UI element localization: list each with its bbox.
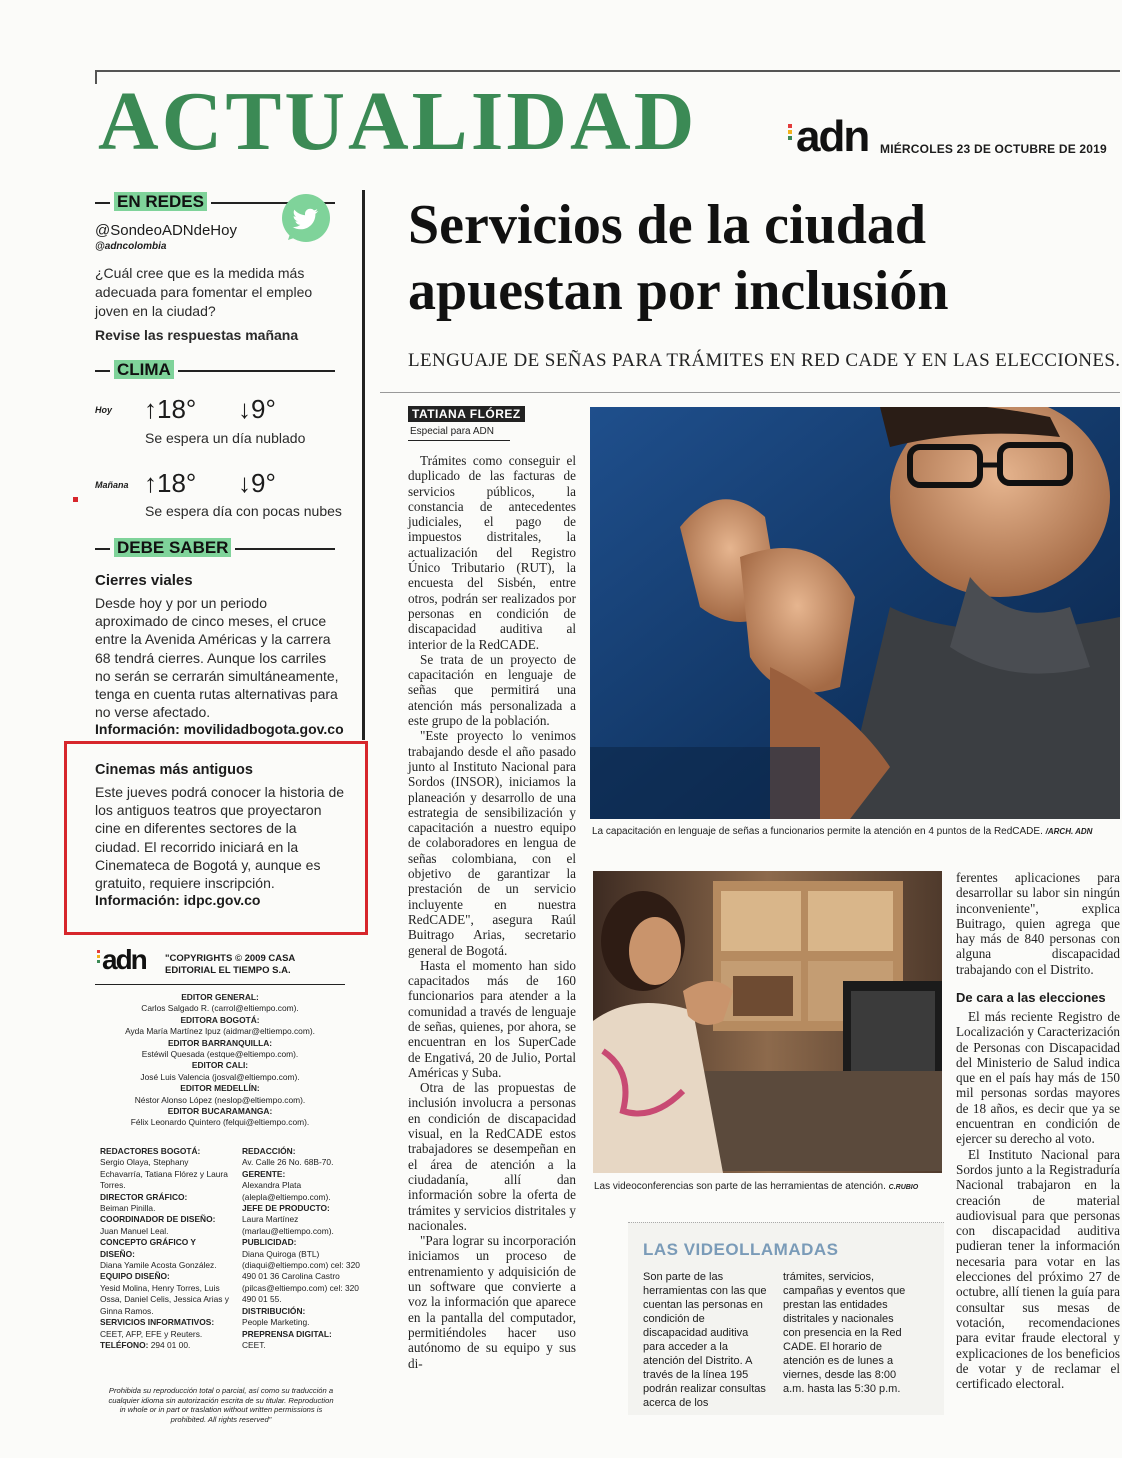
photo1-caption: La capacitación en lenguaje de señas a funcionarios permite la atención en 4 puntos de la RedCADE. /ARCH. ADN (592, 826, 1093, 837)
videollamadas-col2: trámites, servicios, campañas y eventos que prestan las entidades distritales y nacionales con presencia en la Red CADE. El horario de atención es de lunes a viernes, desde las 8:00 a.m. hasta las 5:30 p.m. (783, 1271, 906, 1395)
article-column-3: ferentes aplicaciones para desarrollar su labor sin ningún inconveniente", explica Buitrago, quien agrega que hay más de 840 personas con alguna discapacidad trabajando con el Distrito. (956, 870, 1120, 977)
weather-today-min: ↓9° (238, 394, 276, 424)
section-heading-debe-saber: DEBE SABER (110, 538, 235, 558)
weather-tomorrow-min: ↓9° (238, 468, 276, 498)
staff-left-col: REDACTORES BOGOTÁ: Sergio Olaya, Stephany Echavarría, Tatiana Flórez y Laura Torres. DIRECTOR GRÁFICO: Beiman Pinilla. COORDINADOR DE DISEÑO: Juan Manuel Leal. CONCEPTO GRÁFICO Y DISEÑO: Diana Yamile Acosta González. EQUIPO DISEÑO: Yesid Molina, Henry Torres, Luis Ossa, Daniel Celis, Jessica Arias y Ginna Ramos. SERVICIOS INFORMATIVOS: CEET, AFP, EFE y Reuters. TELÉFONO: 294 01 00. (100, 1146, 229, 1350)
notice-text-cierres: Desde hoy y por un periodo aproximado de cinco meses, el cruce entre la Avenida Américas y la carrera 68 tendrá cierres. Aunque los carriles no serán se cerrarán simultáneamente, tenga en cuenta rutas alternativas para no verse afectado. (95, 595, 339, 721)
section-heading-redes: EN REDES (110, 192, 211, 212)
weather-tomorrow-max: ↑18° (144, 468, 197, 498)
videollamadas-col1: Son parte de las herramientas con las que cuentan las personas en condición de discapacidad auditiva para acceder a la atención del Distrito. A través de la línea 195 podrán realizar consultas acerca de los (643, 1271, 767, 1409)
author-role: Especial para ADN (410, 426, 494, 437)
twitter-handle[interactable]: @adncolombia (95, 241, 167, 252)
notice-info-cinemas[interactable]: Información: idpc.gov.co (95, 892, 261, 908)
notice-title-cinemas: Cinemas más antiguos (95, 762, 253, 778)
weather-tomorrow-desc: Se espera día con pocas nubes (145, 503, 342, 519)
weather-today-max: ↑18° (144, 394, 197, 424)
weather-tomorrow-label: Mañana (95, 480, 129, 490)
twitter-bird-icon (278, 192, 334, 248)
weather-today-label: Hoy (95, 405, 113, 415)
sidebar-divider (362, 190, 365, 740)
adn-logo: adn (796, 112, 869, 161)
red-marker (73, 497, 78, 502)
arrow-down-icon: ↓ (238, 394, 251, 424)
copyright-line-1: "COPYRIGHTS © 2009 CASA (165, 953, 296, 964)
article-column-3b: El más reciente Registro de Localización y Caracterización de Personas con Discapacidad del Ministerio de Salud indica que en el país hay más de 150 mil personas sordas mayores de 18 años, es decir que ya se encuentran en condición de ejercer su derecho al voto. El Instituto Nacional para Sordos junto a la Registraduría Nacional trabajaron en la creación de material audiovisual para que personas con discapacidad auditiva pudieran tener la información necesaria para votar en las elecciones del próximo 27 de octubre, allí tienen la guía para consultar sus mesas de votación, recomendaciones para evitar fraude electoral y explicaciones de los beneficios de votar y de reclamar el certificado electoral. (956, 1009, 1121, 1392)
rights-footer: Prohibida su reproducción total o parcial, así como su traducción a cualquier idioma sin autorización escrita de su titular. Reproduction in whole or in part or traslation without written permissions is prohibited. All rights reserved" (108, 1386, 334, 1424)
poll-question: ¿Cuál cree que es la medida más adecuada para fomentar el empleo joven en la ciudad? (95, 265, 313, 319)
copyright-line-2: EDITORIAL EL TIEMPO S.A. (165, 965, 291, 976)
author-name: TATIANA FLÓREZ (408, 406, 525, 422)
weather-today-desc: Se espera un día nublado (145, 430, 306, 446)
notice-info-cierres[interactable]: Información: movilidadbogota.gov.co (95, 721, 344, 737)
photo-sign-language (590, 407, 1120, 819)
logo-mark-icon (97, 950, 100, 972)
credits-rule (95, 984, 345, 985)
logo-mark-icon (788, 124, 793, 150)
top-rule-corner (95, 70, 97, 84)
photo2-caption: Las videoconferencias son parte de las herramientas de atención. C.RUBIO (594, 1181, 919, 1192)
section-heading-clima: CLIMA (110, 360, 178, 380)
col3-subtitle: De cara a las elecciones (956, 990, 1106, 1005)
byline-rule (408, 440, 510, 441)
credits-logo: adn (102, 944, 146, 975)
article-headline: Servicios de la ciudad apuestan por inclusión (408, 194, 949, 322)
article-column-1: Trámites como conseguir el duplicado de las facturas de servicios públicos, la constancia de antecedentes judiciales, el pago de impuestos distritales, la actualización del Registro Único Tributario (RUT), la encuesta del Sisbén, entre otros, podrán ser realizados por personas en condición de discapacidad auditiva al interior de la RedCADE. Se trata de un proyecto de capacitación en lenguaje de señas que permitirá una atención más personalizada a este grupo de la población. "Este proyecto lo venimos trabajando desde el año pasado junto al Instituto Nacional para Sordos (INSOR), iniciamos la planeación y desarrollo de una estrategia de sensibilización y capacitación a nuestro equipo de colaboradores en lengua de señas colombiana, con el objetivo de garantizar la prestación de un servicio incluyente en nuestra RedCADE", asegura Raúl Buitrago Arias, secretario general de Bogotá. Hasta el momento han sido capacitados más de 160 funcionarios para atender a la comunidad a través de lenguaje de señas, quienes, por ahora, se encuentran en los SuperCade de Engativá, 20 de Julio, Portal Américas y Suba. Otra de las propuestas de inclusión involucra a personas en condición de discapacidad visual, en la RedCADE estos trabajadores se desempeñan en el área de atención a la ciudadanía, allí dan información sobre la oferta de trámites y servicios distritales y nacionales. "Para lograr su incorporación iniciamos un proceso de entrenamiento y adquisición de un software que convierte a voz la información que aparece en la pantalla del computador, permitiéndoles hacer uso autónomo de su equipo y sus di- (408, 453, 576, 1371)
twitter-account[interactable]: @SondeoADNdeHoy (95, 222, 237, 239)
article-subhead: LENGUAJE DE SEÑAS PARA TRÁMITES EN RED CADE Y EN LAS ELECCIONES. (408, 350, 1121, 371)
arrow-down-icon: ↓ (238, 468, 251, 498)
arrow-up-icon: ↑ (144, 394, 157, 424)
editors-list: EDITOR GENERAL: Carlos Salgado R. (carrol@eltiempo.com). EDITORA BOGOTÁ: Ayda María Martínez Ipuz (aidmar@eltiempo.com). EDITOR BARRANQUILLA: Estéwil Quesada (estque@eltiempo.com). EDITOR CALI: José Luis Valencia (josval@eltiempo.com). EDITOR MEDELLÍN: Néstor Alonso López (neslop@eltiempo.com). EDITOR BUCARAMANGA: Félix Leonardo Quintero (felqui@eltiempo.com). (125, 992, 315, 1128)
poll-cta: Revise las respuestas mañana (95, 327, 299, 343)
arrow-up-icon: ↑ (144, 468, 157, 498)
videollamadas-title: LAS VIDEOLLAMADAS (643, 1240, 839, 1259)
subhead-rule (380, 392, 1120, 393)
notice-title-cierres: Cierres viales (95, 572, 193, 589)
top-rule (95, 70, 1120, 72)
photo-videoconference (593, 871, 942, 1173)
section-title: ACTUALIDAD (98, 75, 698, 168)
notice-text-cinemas: Este jueves podrá conocer la historia de los antiguos teatros que proyectaron cine en diferentes sectores de la ciudad. El recorrido iniciará en la Cinemateca de Bogotá y, aunque es gratuito, requiere inscripción. (95, 784, 345, 892)
staff-right-col: REDACCIÓN: Av. Calle 26 No. 68B-70. GERENTE: Alexandra Plata (alepla@eltiempo.com). JEFE DE PRODUCTO: Laura Martínez (marlau@eltiempo.com). PUBLICIDAD: Diana Quiroga (BTL) (diaqui@eltiempo.com) cel: 320 490 01 36 Carolina Castro (pilcas@eltiempo.com) cel: 320 490 01 55. DISTRIBUCIÓN: People Marketing. PREPRENSA DIGITAL: CEET. (242, 1146, 360, 1350)
issue-date: MIÉRCOLES 23 DE OCTUBRE DE 2019 (880, 142, 1107, 156)
